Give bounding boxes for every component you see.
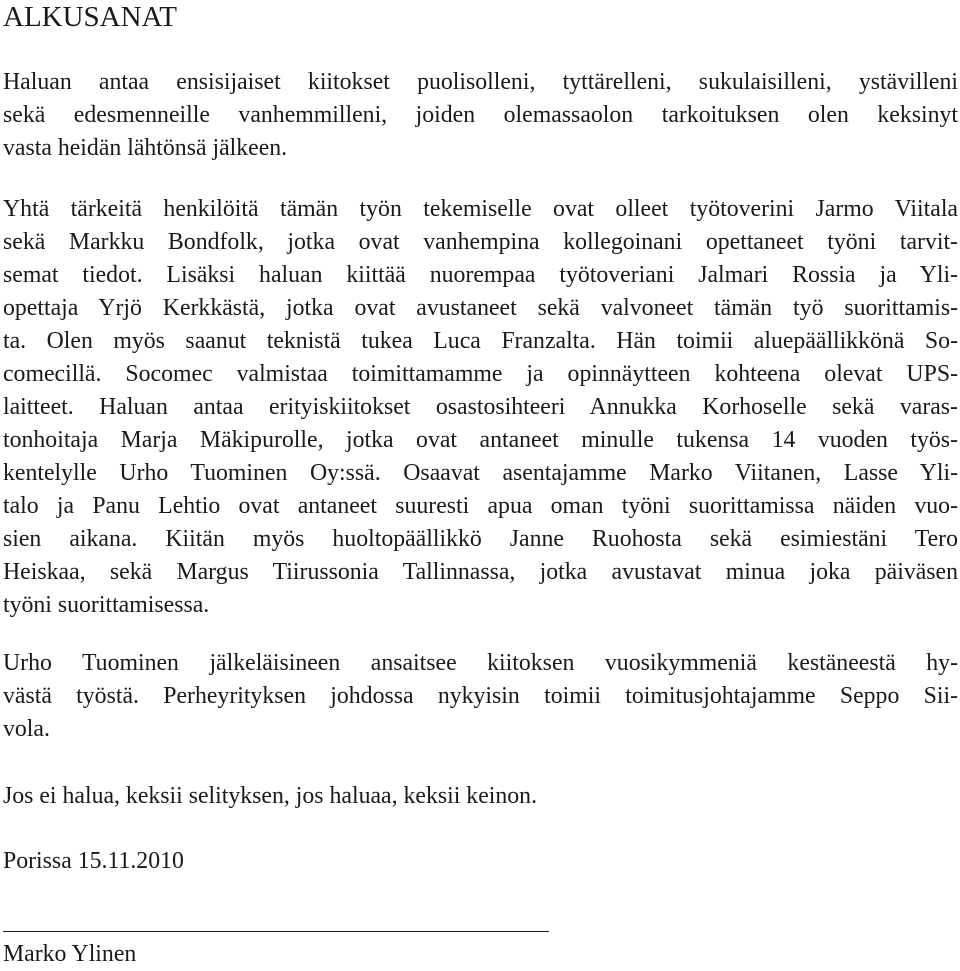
text-line: vola. (3, 716, 50, 742)
signature-name: Marko Ylinen (3, 941, 137, 967)
text-line: sien aikana. Kiitän myös huoltopäällikkö Janne Ruohosta sekä esimiestäni Tero (3, 526, 958, 552)
text-line: opettaja Yrjö Kerkkästä, jotka ovat avustaneet sekä valvoneet tämän työ suorittamis- (3, 295, 958, 321)
text-line: Haluan antaa ensisijaiset kiitokset puolisolleni, tyttärelleni, sukulaisilleni, ystävilleni (3, 69, 958, 95)
text-line: kentelylle Urho Tuominen Oy:ssä. Osaavat asentajamme Marko Viitanen, Lasse Yli- (3, 460, 958, 486)
paragraph-thanks-family (3, 66, 958, 165)
text-line: laitteet. Haluan antaa erityiskiitokset osastosihteeri Annukka Korhoselle sekä varas- (3, 394, 958, 420)
text-line: tonhoitaja Marja Mäkipurolle, jotka ovat antaneet minulle tukensa 14 vuoden työs- (3, 427, 958, 453)
place-date (3, 845, 958, 878)
text-line: sekä edesmenneille vanhemmilleni, joiden olemassaolon tarkoituksen olen keksinyt (3, 102, 958, 128)
text-line: Porissa 15.11.2010 (3, 848, 184, 874)
text-line: ta. Olen myös saanut teknistä tukea Luca Franzalta. Hän toimii aluepäällikkönä So- (3, 328, 958, 354)
text-line: Jos ei halua, keksii selityksen, jos haluaa, keksii keinon. (3, 783, 538, 809)
text-line: talo ja Panu Lehtio ovat antaneet suuresti apua oman työni suorittamissa näiden vuo- (3, 493, 958, 519)
text-line: Yhtä tärkeitä henkilöitä tämän työn tekemiselle ovat olleet työtoverini Jarmo Viitala (3, 196, 958, 222)
text-line: Urho Tuominen jälkeläisineen ansaitsee kiitoksen vuosikymmeniä kestäneestä hy- (3, 650, 958, 676)
paragraph-thanks-company (3, 647, 958, 746)
text-line: semat tiedot. Lisäksi haluan kiittää nuorempaa työtoveriani Jalmari Rossia ja Yli- (3, 262, 958, 288)
text-line: sekä Markku Bondfolk, jotka ovat vanhempina kollegoinani opettaneet työni tarvit- (3, 229, 958, 255)
text-line: västä työstä. Perheyrityksen johdossa nykyisin toimii toimitusjohtajamme Seppo Sii- (3, 683, 958, 709)
page-title: ALKUSANAT (3, 1, 177, 33)
signature-line (3, 931, 549, 932)
text-line: Heiskaa, sekä Margus Tiirussonia Tallinnassa, jotka avustavat minua joka päiväsen (3, 559, 958, 585)
text-line: työni suorittamisessa. (3, 592, 210, 618)
text-line: vasta heidän lähtönsä jälkeen. (3, 135, 288, 161)
text-line: comecillä. Socomec valmistaa toimittamamme ja opinnäytteen kohteena olevat UPS- (3, 361, 958, 387)
quote-paragraph (3, 780, 958, 813)
paragraph-thanks-colleagues (3, 193, 958, 622)
